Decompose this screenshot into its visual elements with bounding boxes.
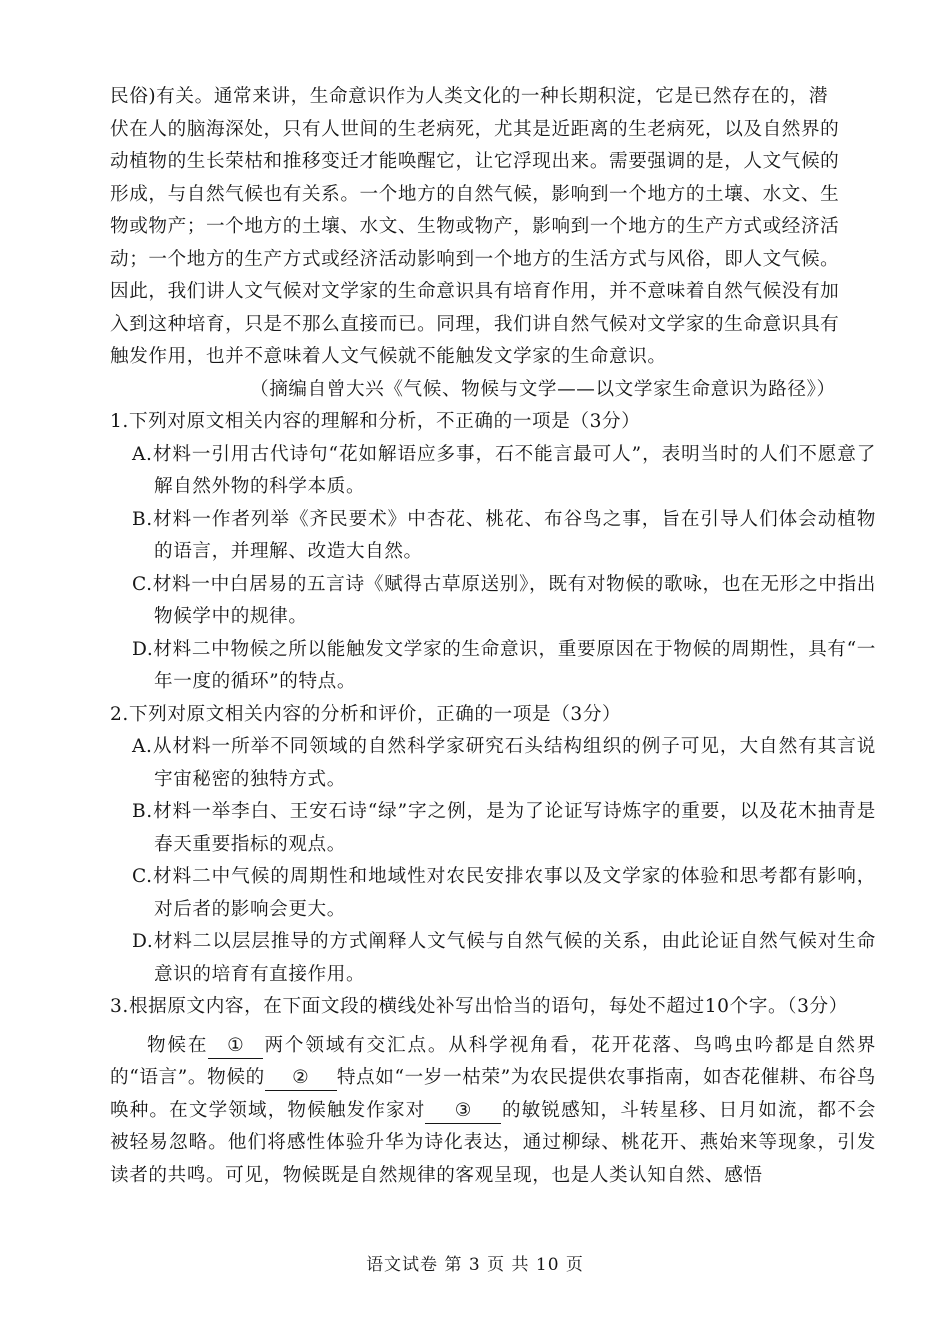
question-stem: 3.根据原文内容，在下面文段的横线处补写出恰当的语句，每处不超过10个字。（3分） bbox=[110, 996, 848, 1017]
page-footer: 语文试卷 第 3 页 共 10 页 bbox=[366, 1255, 584, 1275]
passage-line: 因此，我们讲人文气候对文学家的生命意识具有培育作用，并不意味着自然气候没有加 bbox=[110, 281, 840, 302]
text-segment: 的敏锐感知，斗转星移、日月如流，都不会被轻易忽略。他们将感性体验升华为诗化表达，通过柳绿、桃花开、燕始来等现象，引发读者的共鸣。可见，物候既是自然规律的客观呈现，也是人类认知自然、感悟 bbox=[110, 1099, 876, 1186]
question-1 bbox=[110, 406, 876, 699]
option-d: D.材料二中物候之所以能触发文学家的生命意识，重要原因在于物候的周期性，具有“一年一度的循环”的特点。 bbox=[132, 638, 876, 692]
text-segment: 物候在 bbox=[147, 1034, 209, 1056]
question-stem: 1.下列对原文相关内容的理解和分析，不正确的一项是（3分） bbox=[110, 411, 641, 432]
passage-line: 入到这种培育，只是不那么直接而已。同理，我们讲自然气候对文学家的生命意识具有 bbox=[110, 313, 840, 335]
question-2 bbox=[110, 699, 876, 992]
passage-line: 触发作用，也并不意味着人文气候就不能触发文学家的生命意识。 bbox=[110, 346, 667, 367]
option-a: A.从材料一所举不同领域的自然科学家研究石头结构组织的例子可见，大自然有其言说宇宙秘密的独特方式。 bbox=[132, 736, 876, 790]
answer-blank-2[interactable]: ② bbox=[265, 1066, 337, 1091]
source-citation: （摘编自曾大兴《气候、物候与文学——以文学家生命意识为路径》） bbox=[250, 378, 836, 400]
text-segment: 特点如“一岁一枯荣”为农民提供农事指南，如杏花催耕、布谷鸟唤种。在文学领域，物候触发作家对 bbox=[110, 1067, 876, 1121]
passage-continuation bbox=[110, 81, 876, 374]
passage-line: 动植物的生长荣枯和推移变迁才能唤醒它，让它浮现出来。需要强调的是，人文气候的 bbox=[110, 151, 840, 172]
passage-line: 伏在人的脑海深处，只有人世间的生老病死，尤其是近距离的生老病死，以及自然界的 bbox=[110, 118, 840, 140]
option-b: B.材料一举李白、王安石诗“绿”字之例，是为了论证写诗炼字的重要，以及花木抽青是春天重要指标的观点。 bbox=[132, 801, 876, 855]
answer-blank-1[interactable]: ① bbox=[208, 1034, 263, 1059]
question-3 bbox=[110, 991, 876, 1192]
text-segment: 两个领域有交汇点。从科学视角看，花开花落、鸟鸣虫吟都是自然界的“语言”。物候的 bbox=[110, 1034, 876, 1088]
option-d: D.材料二以层层推导的方式阐释人文气候与自然气候的关系，由此论证自然气候对生命意识的培育有直接作用。 bbox=[132, 931, 876, 985]
answer-blank-3[interactable]: ③ bbox=[425, 1099, 501, 1124]
option-c: C.材料二中气候的周期性和地域性对农民安排农事以及文学家的体验和思考都有影响，对后者的影响会更大。 bbox=[132, 866, 876, 920]
passage-line: 动；一个地方的生产方式或经济活动影响到一个地方的生活方式与风俗，即人文气候。 bbox=[110, 248, 840, 270]
fill-in-paragraph bbox=[110, 1030, 876, 1193]
option-a: A.材料一引用古代诗句“花如解语应多事，石不能言最可人”，表明当时的人们不愿意了解自然外物的科学本质。 bbox=[132, 443, 876, 497]
option-c: C.材料一中白居易的五言诗《赋得古草原送别》，既有对物候的歌咏，也在无形之中指出物候学中的规律。 bbox=[132, 573, 876, 627]
passage-line: 民俗)有关。通常来讲，生命意识作为人类文化的一种长期积淀，它是已然存在的，潜 bbox=[110, 86, 829, 107]
passage-line: 物或物产；一个地方的土壤、水文、生物或物产，影响到一个地方的生产方式或经济活 bbox=[110, 216, 840, 237]
option-b: B.材料一作者列举《齐民要术》中杏花、桃花、布谷鸟之事，旨在引导人们体会动植物的语言，并理解、改造大自然。 bbox=[132, 508, 876, 562]
question-stem: 2.下列对原文相关内容的分析和评价，正确的一项是（3分） bbox=[110, 703, 622, 725]
passage-line: 形成，与自然气候也有关系。一个地方的自然气候，影响到一个地方的土壤、水文、生 bbox=[110, 183, 840, 205]
